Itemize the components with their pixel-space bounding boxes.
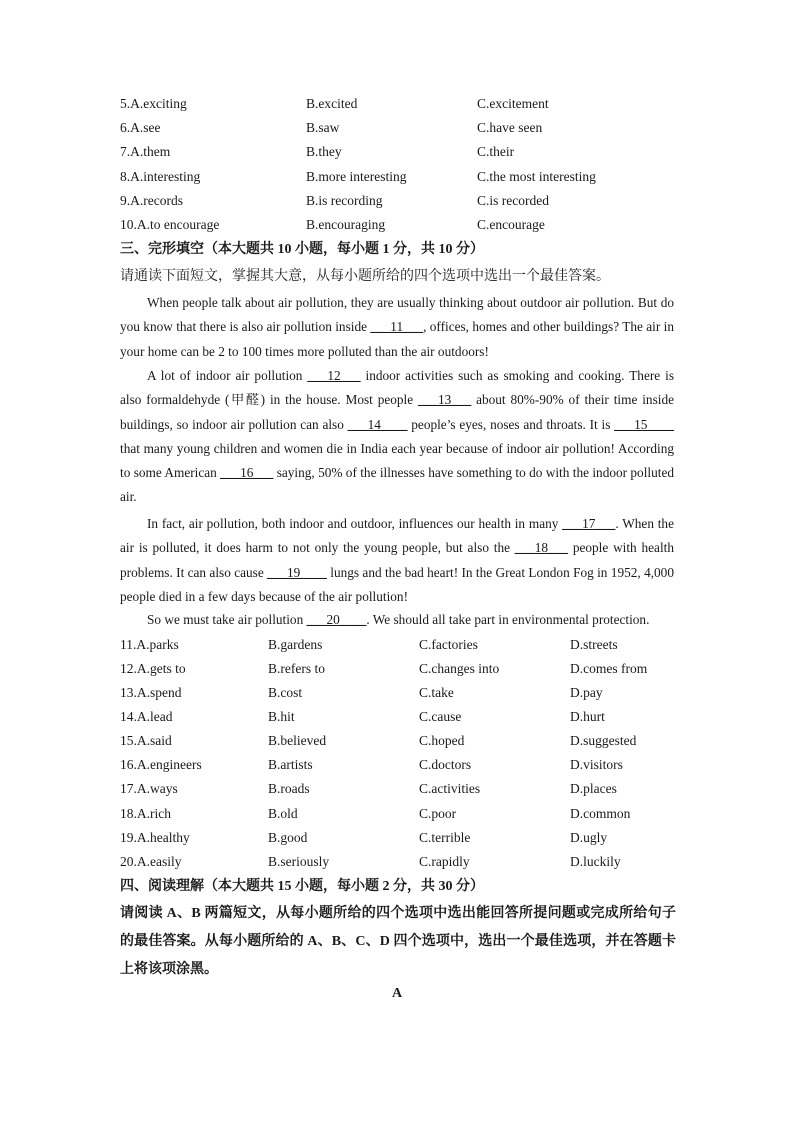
option-b: B.they bbox=[306, 144, 342, 159]
option-row-12 bbox=[120, 657, 680, 681]
option-row-11 bbox=[120, 633, 680, 657]
paragraph-text: . We should all take part in environmental protection. bbox=[366, 612, 650, 627]
option-a: 10.A.to encourage bbox=[120, 217, 220, 232]
paragraph-text: , offices, homes and other buildings? The air in your home can be 2 to 100 times more polluted than the air outdoors! bbox=[120, 319, 674, 359]
blank-18: ___18___ bbox=[514, 540, 569, 556]
option-c: C.take bbox=[419, 685, 454, 700]
option-row-5 bbox=[120, 92, 680, 116]
paragraph-text: people’s eyes, noses and throats. It is bbox=[407, 416, 615, 432]
option-row-6 bbox=[120, 116, 680, 140]
option-b: B.refers to bbox=[268, 661, 325, 676]
blank-19: ___19____ bbox=[267, 564, 327, 580]
option-a: 5.A.exciting bbox=[120, 96, 187, 111]
option-a: 17.A.ways bbox=[120, 781, 178, 796]
option-b: B.believed bbox=[268, 733, 327, 748]
option-a: 16.A.engineers bbox=[120, 757, 202, 772]
option-a: 9.A.records bbox=[120, 193, 183, 208]
option-a: 19.A.healthy bbox=[120, 830, 190, 845]
blank-20: ___20____ bbox=[306, 612, 367, 627]
paragraph-text: saying, 50% of the illnesses have something to do with the indoor polluted air. bbox=[120, 465, 674, 505]
option-b: B.encouraging bbox=[306, 217, 386, 232]
option-b: B.gardens bbox=[268, 637, 323, 652]
option-b: B.old bbox=[268, 806, 298, 821]
option-b: B.is recording bbox=[306, 193, 383, 208]
option-c: C.factories bbox=[419, 637, 478, 652]
option-c: C.is recorded bbox=[477, 193, 549, 208]
option-d: D.luckily bbox=[570, 854, 621, 869]
paragraph-text: . When the air is polluted, it does harm to not only the young people, but also the bbox=[120, 516, 674, 556]
option-d: D.ugly bbox=[570, 830, 608, 845]
option-c: C.hoped bbox=[419, 733, 465, 748]
section-instruction-cloze: 请通读下面短文，掌握其大意，从每小题所给的四个选项中选出一个最佳答案。 bbox=[120, 269, 610, 284]
option-row-18 bbox=[120, 802, 680, 826]
option-row-20 bbox=[120, 850, 680, 874]
option-c: C.the most interesting bbox=[477, 169, 596, 184]
option-b: B.cost bbox=[268, 685, 303, 700]
option-c: C.excitement bbox=[477, 96, 549, 111]
paragraph-text: about 80%-90% of their time inside buildings, so indoor air pollution can also bbox=[120, 392, 674, 432]
blank-14: ___14____ bbox=[347, 416, 408, 432]
option-row-7 bbox=[120, 140, 680, 164]
option-c: C.encourage bbox=[477, 217, 545, 232]
option-b: B.more interesting bbox=[306, 169, 407, 184]
passage-paragraph-4 bbox=[120, 608, 674, 632]
paragraph-text: lungs and the bad heart! In the Great London Fog in 1952, 4,000 people died in a few days because of the air pollution! bbox=[120, 564, 674, 604]
blank-12: ___12___ bbox=[307, 368, 361, 383]
blank-16: ___16___ bbox=[220, 465, 274, 481]
section-heading-cloze: 三、完形填空（本大题共 10 小题，每小题 1 分，共 10 分） bbox=[120, 242, 484, 257]
option-d: D.pay bbox=[570, 685, 603, 700]
option-a: 7.A.them bbox=[120, 144, 171, 159]
passage-paragraph-2 bbox=[120, 364, 674, 510]
paragraph-text: indoor activities such as smoking and cooking. There is also formaldehyde (甲醛) in the house. Most people bbox=[120, 368, 674, 408]
option-d: D.places bbox=[570, 781, 617, 796]
option-b: B.artists bbox=[268, 757, 313, 772]
option-a: 8.A.interesting bbox=[120, 169, 201, 184]
option-c: C.cause bbox=[419, 709, 462, 724]
option-d: D.hurt bbox=[570, 709, 605, 724]
option-row-14 bbox=[120, 705, 680, 729]
section-heading-reading: 四、阅读理解（本大题共 15 小题，每小题 2 分，共 30 分） bbox=[120, 879, 484, 894]
paragraph-text: So we must take air pollution bbox=[147, 612, 307, 627]
blank-17: ___17___ bbox=[562, 516, 616, 531]
option-a: 15.A.said bbox=[120, 733, 172, 748]
passage-title: A bbox=[391, 986, 403, 1001]
option-row-10 bbox=[120, 213, 680, 237]
passage-paragraph-1 bbox=[120, 291, 674, 364]
option-b: B.seriously bbox=[268, 854, 330, 869]
option-row-8 bbox=[120, 165, 680, 189]
option-c: C.rapidly bbox=[419, 854, 470, 869]
option-a: 18.A.rich bbox=[120, 806, 171, 821]
blank-15: ___15____ bbox=[614, 416, 674, 432]
option-c: C.their bbox=[477, 144, 515, 159]
option-a: 14.A.lead bbox=[120, 709, 173, 724]
option-b: B.excited bbox=[306, 96, 358, 111]
paragraph-text: When people talk about air pollution, they are usually thinking about outdoor air pollution. But do you know that there is also air pollution inside bbox=[120, 295, 674, 335]
option-a: 12.A.gets to bbox=[120, 661, 186, 676]
section-instruction-reading: 请阅读 A、B 两篇短文，从每小题所给的四个选项中选出能回答所提问题或完成所给句子的最佳答案。从每小题所给的 A、B、C、D 四个选项中，选出一个最佳选项，并在答题卡上将该项涂黑。 bbox=[120, 906, 676, 977]
option-row-19 bbox=[120, 826, 680, 850]
option-c: C.terrible bbox=[419, 830, 471, 845]
option-row-15 bbox=[120, 729, 680, 753]
passage-paragraph-3 bbox=[120, 512, 674, 609]
option-c: C.doctors bbox=[419, 757, 472, 772]
option-a: 20.A.easily bbox=[120, 854, 182, 869]
paragraph-text: people with health problems. It can also cause bbox=[120, 540, 675, 580]
option-c: C.activities bbox=[419, 781, 481, 796]
option-a: 13.A.spend bbox=[120, 685, 182, 700]
option-row-16 bbox=[120, 753, 680, 777]
blank-11: ___11___ bbox=[370, 319, 424, 335]
option-d: D.suggested bbox=[570, 733, 637, 748]
option-c: C.poor bbox=[419, 806, 457, 821]
option-row-9 bbox=[120, 189, 680, 213]
option-d: D.visitors bbox=[570, 757, 623, 772]
option-a: 6.A.see bbox=[120, 120, 161, 135]
option-d: D.streets bbox=[570, 637, 618, 652]
paragraph-text: that many young children and women die in India each year because of indoor air pollution! According to some American bbox=[120, 440, 674, 481]
paragraph-text: A lot of indoor air pollution bbox=[147, 368, 308, 383]
option-b: B.roads bbox=[268, 781, 310, 796]
option-row-17 bbox=[120, 777, 680, 801]
option-b: B.hit bbox=[268, 709, 295, 724]
option-row-13 bbox=[120, 681, 680, 705]
option-b: B.saw bbox=[306, 120, 340, 135]
option-c: C.changes into bbox=[419, 661, 500, 676]
option-a: 11.A.parks bbox=[120, 637, 179, 652]
option-d: D.common bbox=[570, 806, 631, 821]
option-c: C.have seen bbox=[477, 120, 543, 135]
option-d: D.comes from bbox=[570, 661, 648, 676]
paragraph-text: In fact, air pollution, both indoor and outdoor, influences our health in many bbox=[147, 516, 563, 531]
option-b: B.good bbox=[268, 830, 308, 845]
blank-13: ___13___ bbox=[418, 392, 472, 408]
